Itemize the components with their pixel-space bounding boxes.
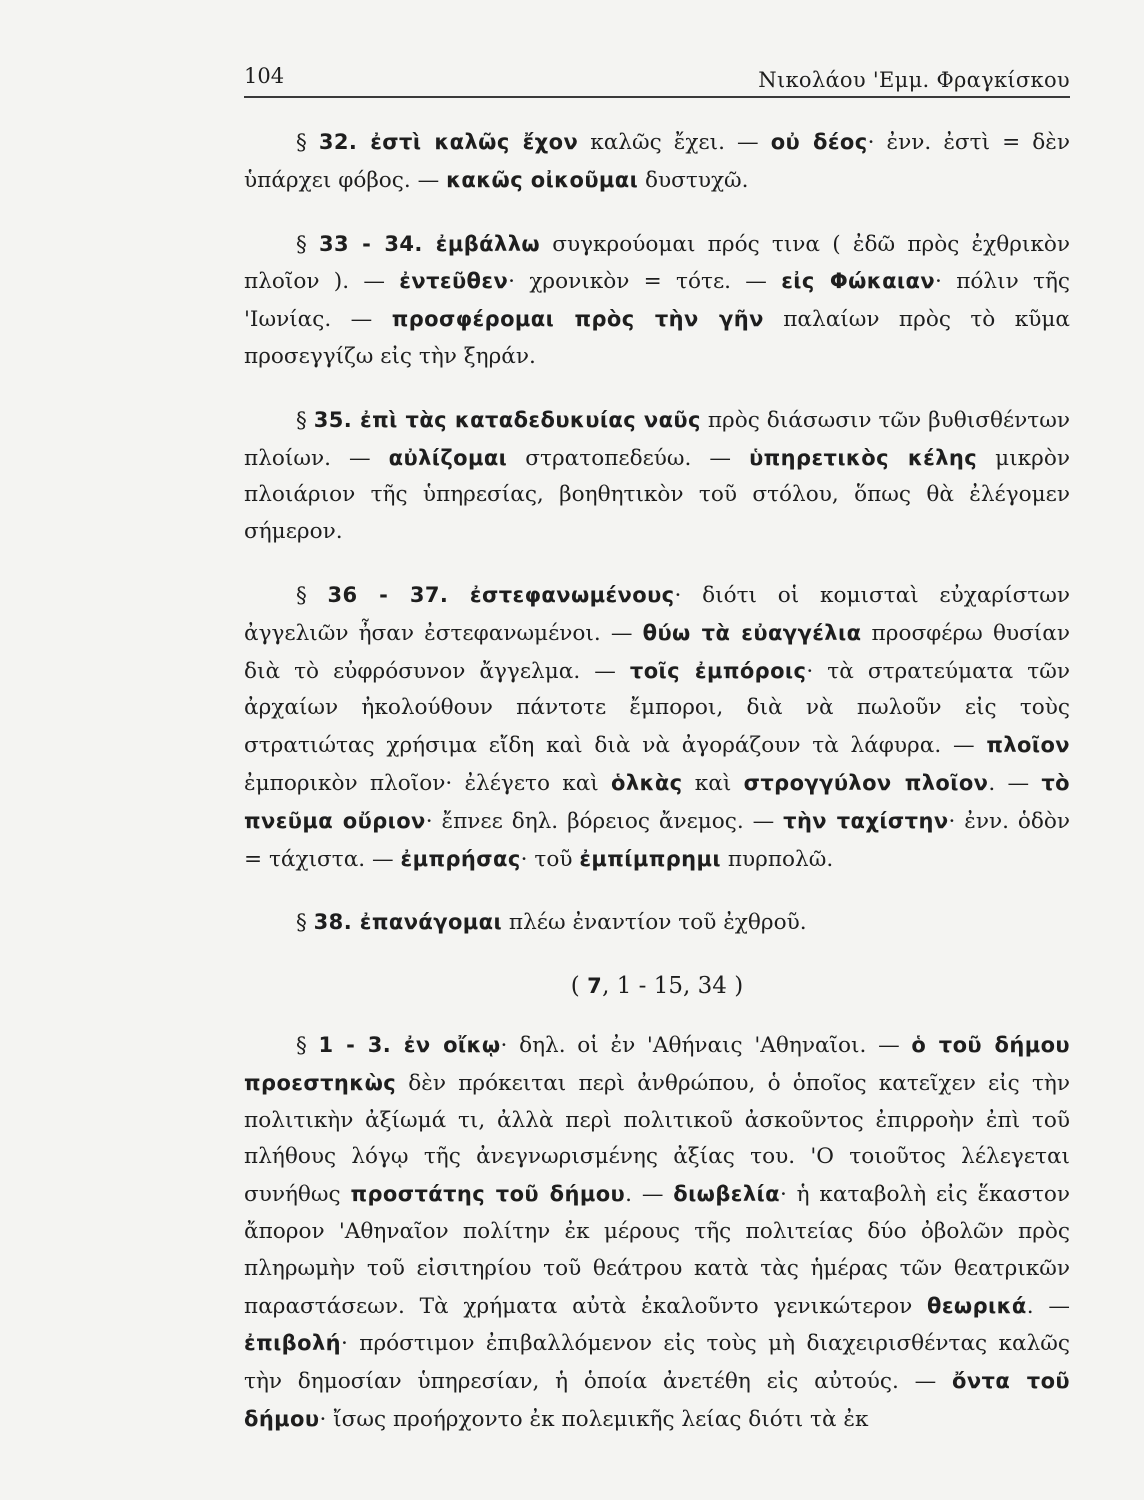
gloss-text: δὲν πρόκειται περὶ ἀνθρώπου, ὁ ὁποῖος κατεῖχεν εἰς τὴν πολιτικὴν ἀξίωμά τι, ἀλλὰ περὶ πολιτικοῦ ἀσκοῦντος ἐπιρροὴν ἐπὶ τοῦ πλήθους λόγῳ τῆς ἀνεγνωρισμένης ἀξίας του. 'Ο τοιοῦτος λέλεγεται συνήθως bbox=[244, 1070, 1070, 1208]
gloss-text: · ἡ καταβολὴ εἰς ἕκαστον ἄπορον 'Αθηναῖον πολίτην ἐκ μέρους τῆς πολιτείας δύο ὀβολῶν πρὸς πληρωμὴν τοῦ εἰσιτηρίου τοῦ θεάτρου κατὰ τὰς ἡμέρας τῶν θεατρικῶν παραστάσεων. Τὰ χρήματα αὐτὰ ἐκαλοῦντο γενικώτερον bbox=[244, 1182, 1071, 1319]
page-number: 104 bbox=[244, 64, 285, 88]
gloss-text: · χρονικὸν = τότε. — bbox=[508, 269, 782, 295]
gloss-text: § bbox=[296, 130, 319, 155]
lemma-term: 7 bbox=[587, 974, 603, 999]
lemma-term: τὴν ταχίστην bbox=[783, 808, 949, 833]
gloss-text: · πόλιν τῆς 'Ιωνίας. — bbox=[244, 269, 1070, 333]
gloss-text: καλῶς ἔχει. — bbox=[578, 130, 771, 155]
gloss-text: § bbox=[296, 1032, 319, 1058]
lemma-term: εἰς Φώκαιαν bbox=[781, 269, 936, 294]
commentary-paragraph bbox=[244, 904, 1070, 942]
lemma-term: στρογγύλον πλοῖον bbox=[743, 770, 989, 795]
gloss-text: · ἐνν. ἐστὶ = δὲν ὑπάρχει φόβος. — bbox=[244, 130, 1070, 193]
gloss-text: μικρὸν πλοιάριον τῆς ὑπηρεσίας, βοηθητικὸν τοῦ στόλου, ὅπως θὰ ἐλέγομεν σήμερον. bbox=[244, 445, 1070, 545]
lemma-term: τὸ πνεῦμα οὔριον bbox=[244, 770, 1070, 833]
lemma-term: 32. ἐστὶ καλῶς ἔχον bbox=[318, 130, 579, 154]
running-head: Νικολάου 'Εμμ. Φραγκίσκου bbox=[758, 68, 1070, 92]
lemma-term: ὁ τοῦ δήμου προεστηκὼς bbox=[244, 1032, 1071, 1095]
lemma-term: ὑπηρετικὸς κέλης bbox=[749, 445, 978, 470]
gloss-text: § bbox=[296, 582, 328, 608]
gloss-text: § bbox=[296, 231, 320, 257]
gloss-text: § bbox=[296, 407, 314, 433]
gloss-text: · ἔπνεε δηλ. βόρειος ἄνεμος. — bbox=[425, 808, 784, 834]
gloss-text: § bbox=[296, 910, 314, 936]
lemma-term: ὄντα τοῦ δήμου bbox=[244, 1369, 1070, 1431]
lemma-term: ὁλκὰς bbox=[611, 770, 683, 795]
lemma-term: οὐ δέος bbox=[770, 130, 868, 154]
gloss-text: . — bbox=[625, 1182, 674, 1208]
lemma-term: προστάτης τοῦ δήμου bbox=[350, 1182, 626, 1207]
gloss-text: . — bbox=[988, 770, 1042, 796]
gloss-text: ἐμπορικὸν πλοῖον· ἐλέγετο καὶ bbox=[244, 770, 612, 796]
lemma-term: διωβελία bbox=[673, 1182, 780, 1207]
lemma-term: προσφέρομαι πρὸς τὴν γῆν bbox=[391, 307, 764, 332]
gloss-text: καὶ bbox=[682, 770, 744, 796]
lemma-term: θεωρικά bbox=[927, 1293, 1027, 1318]
gloss-text: πλέω ἐναντίον τοῦ ἐχθροῦ. bbox=[502, 910, 807, 936]
commentary-paragraph bbox=[244, 577, 1070, 878]
lemma-term: 35. ἐπὶ τὰς καταδεδυκυίας ναῦς bbox=[313, 407, 701, 432]
lemma-term: ἐμπρήσας bbox=[400, 846, 521, 871]
gloss-text: · δηλ. οἱ ἐν 'Αθήναις 'Αθηναῖοι. — bbox=[500, 1032, 912, 1058]
commentary-paragraph bbox=[244, 124, 1070, 200]
gloss-text: δυστυχῶ. bbox=[638, 167, 749, 193]
gloss-text: · τοῦ bbox=[520, 846, 580, 872]
gloss-text: παλαίων πρὸς τὸ κῦμα προσεγγίζω εἰς τὴν ξηράν. bbox=[244, 307, 1070, 369]
chapter-reference bbox=[244, 968, 1070, 1005]
lemma-term: 1 - 3. ἐν οἴκῳ bbox=[318, 1032, 501, 1057]
lemma-term: ἐντεῦθεν bbox=[399, 269, 509, 294]
gloss-text: · ἴσως προήρχοντο ἐκ πολεμικῆς λείας διότι τὰ ἐκ bbox=[319, 1406, 869, 1432]
gloss-text: προσφέρω θυσίαν διὰ τὸ εὐφρόσυνον ἄγγελμα. — bbox=[244, 620, 1070, 684]
gloss-text: πυρπολῶ. bbox=[720, 846, 834, 872]
lemma-term: ἐπιβολή bbox=[244, 1331, 341, 1356]
gloss-text: · τὰ στρατεύματα τῶν ἀρχαίων ἠκολούθουν πάντοτε ἔμποροι, διὰ νὰ πωλοῦν εἰς τοὺς στρατιώτας χρήσιμα εἴδη καὶ διὰ νὰ ἀγοράζουν τὰ λάφυρα. — bbox=[244, 658, 1070, 759]
gloss-text: . — bbox=[1026, 1293, 1070, 1319]
commentary-paragraph bbox=[244, 1027, 1070, 1439]
gloss-text: πρὸς διάσωσιν τῶν βυθισθέντων πλοίων. — bbox=[244, 407, 1070, 471]
gloss-text: , 1 - 15, 34 ) bbox=[602, 973, 744, 1000]
commentary-body bbox=[244, 124, 1070, 1465]
commentary-paragraph bbox=[244, 226, 1070, 376]
gloss-text: συγκρούομαι πρός τινα ( ἐδῶ πρὸς ἐχθρικὸν πλοῖον ). — bbox=[244, 231, 1070, 295]
lemma-term: θύω τὰ εὐαγγέλια bbox=[642, 620, 862, 645]
lemma-term: 36 - 37. ἐστεφανωμένους bbox=[327, 582, 675, 607]
lemma-term: τοῖς ἐμπόροις bbox=[629, 658, 807, 683]
lemma-term: ἐμπίμπρημι bbox=[579, 846, 721, 871]
lemma-term: κακῶς οἰκοῦμαι bbox=[446, 167, 639, 192]
gloss-text: · πρόστιμον ἐπιβαλλόμενον εἰς τοὺς μὴ διαχειρισθέντας καλῶς τὴν δημοσίαν ὑπηρεσίαν, ἡ ὁποία ἀνετέθη εἰς αὐτούς. — bbox=[244, 1331, 1070, 1395]
lemma-term: 38. ἐπανάγομαι bbox=[313, 910, 503, 935]
lemma-term: 33 - 34. ἐμβάλλω bbox=[319, 231, 541, 256]
commentary-paragraph bbox=[244, 402, 1070, 551]
gloss-text: ( bbox=[570, 973, 588, 1000]
gloss-text: · ἐνν. ὁδὸν = τάχιστα. — bbox=[244, 808, 1071, 872]
lemma-term: πλοῖον bbox=[986, 733, 1070, 758]
gloss-text: στρατοπεδεύω. — bbox=[507, 445, 750, 471]
gloss-text: · διότι οἱ κομισταὶ εὐχαρίστων ἀγγελιῶν ἦσαν ἐστεφανωμένοι. — bbox=[244, 582, 1070, 646]
page-header bbox=[244, 62, 1070, 98]
lemma-term: αὐλίζομαι bbox=[388, 445, 508, 470]
